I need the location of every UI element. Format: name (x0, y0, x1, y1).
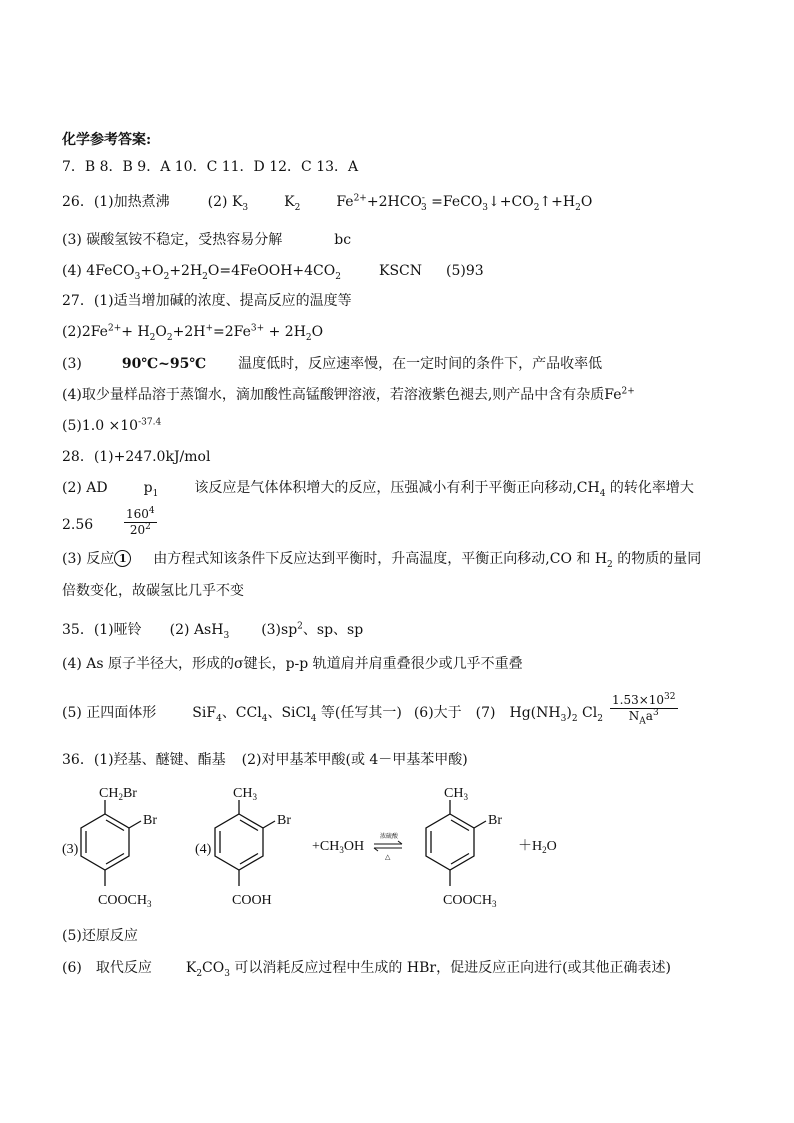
q28-line2 (62, 479, 694, 497)
arrow-condition: 浓硫酸 (380, 834, 399, 840)
q36-sub1: 36．(1)羟基、醚键、酯基 (62, 752, 226, 768)
answer-title: 化学参考答案: (62, 132, 152, 148)
fraction-denominator (610, 708, 678, 727)
s4-ch3 (233, 786, 257, 802)
eq-text: CO (202, 960, 225, 976)
reversible-arrow-icon (374, 841, 402, 851)
eq-text: +2HCO (366, 194, 422, 210)
sub: 2 (571, 713, 578, 724)
q35-sub1: 35．(1)哑铃 (62, 622, 142, 638)
eq-text: 、SiCl (267, 705, 311, 721)
fraction-numerator (610, 693, 678, 709)
sub: 3 (147, 899, 152, 909)
eq-text: O (580, 194, 593, 210)
q35-sub5: (5) 正四面体形 (62, 705, 157, 721)
sub: 2 (202, 271, 208, 282)
q35-line2: (4) As 原子半径大，形成的σ键长，p-p 轨道肩并肩重叠很少或几乎不重叠 (62, 656, 523, 672)
q36-sub6-label: (6) (62, 960, 82, 976)
q27-sub5: (5)1.0 ×10 (62, 418, 139, 434)
t: ＋H (518, 839, 543, 854)
sub: 3 (339, 845, 344, 855)
q35-sub7-label: (7) (475, 705, 496, 721)
sub: 3 (463, 792, 468, 802)
q27-sub3-label: (3) (62, 356, 82, 372)
s3-label: (3) (62, 842, 79, 857)
sub: 2 (335, 271, 341, 282)
s4-benzene-ring (215, 800, 275, 886)
sup: - (421, 193, 425, 204)
sup: -37.4 (138, 417, 162, 428)
q27-line3 (62, 355, 602, 373)
q35-sub3: (3)sp (261, 622, 298, 638)
eq-text: O (155, 324, 167, 340)
product-ch3 (444, 786, 468, 802)
q28-sub3-text-end: 的物质的量同 (612, 551, 702, 567)
sub: 2 (118, 792, 123, 802)
sub: 4 (599, 488, 606, 499)
eq-text: + 2H (264, 324, 306, 340)
eq-text: +2H (169, 263, 203, 279)
q36-sub2: (2)对甲基苯甲酸(或 4－甲基苯甲酸) (241, 752, 468, 768)
eq-text: SiF (192, 705, 217, 721)
q28-line4 (62, 550, 701, 568)
q28-line5: 倍数变化，故碳氢比几乎不变 (62, 583, 244, 599)
product-benzene-ring (426, 800, 486, 886)
q28-reason: 该反应是气体体积增大的反应，压强减小有利于平衡正向移动,CH (194, 480, 600, 496)
eq-text: O (311, 324, 324, 340)
product-coomethyl (443, 893, 497, 909)
sub: 4 (216, 713, 222, 724)
eq-text: Fe (336, 194, 354, 210)
water-product (518, 839, 557, 855)
den-text: N (628, 709, 640, 723)
t: OH (343, 839, 365, 854)
multiple-choice-answers: 7．B 8．B 9．A 10．C 11．D 12．C 13．A (62, 159, 359, 175)
den-text: a (645, 709, 653, 723)
q36-sub6-reason: 可以消耗反应过程中生成的 HBr，促进反应正向进行(或其他正确表述) (229, 960, 671, 976)
q26-k2: K (284, 194, 295, 210)
sub: 3 (242, 202, 249, 213)
sub: 2 (163, 271, 170, 282)
den-text: 20 (129, 523, 146, 537)
q36-line6 (62, 959, 671, 977)
q26-kscn: KSCN (378, 263, 422, 279)
sub: 2 (542, 845, 547, 855)
sup: + (205, 323, 214, 334)
q28-reason-end: 的转化率增大 (605, 480, 694, 496)
q28-ad: (2) AD (62, 480, 108, 496)
eq-text: Cl (577, 705, 598, 721)
sub: 3 (560, 713, 567, 724)
sup: 3+ (250, 323, 265, 334)
q35-sub2: (2) AsH (169, 622, 224, 638)
sub: 3 (134, 271, 141, 282)
q36-line5: (5)还原反应 (62, 928, 138, 944)
q36-structures (0, 778, 794, 928)
eq-text: Hg(NH (509, 705, 561, 721)
sub: 3 (252, 792, 257, 802)
t: COOCH (98, 893, 148, 908)
sup: 2 (145, 522, 151, 532)
q28-sub3-text: 由方程式知该条件下反应达到平衡时，升高温度，平衡正向移动,CO 和 H (153, 551, 608, 567)
q35-line3 (62, 704, 603, 722)
sub: 4 (261, 713, 268, 724)
q28-line1: 28．(1)+247.0kJ/mol (62, 449, 211, 465)
num-text: 160 (126, 507, 149, 521)
sup: 3 (652, 708, 659, 718)
eq-text: =FeCO (426, 194, 483, 210)
sub: 2 (149, 332, 156, 343)
eq-text: +2H (172, 324, 206, 340)
sub: 2 (597, 713, 603, 724)
eq-text: (2)2Fe (62, 324, 108, 340)
sub: 2 (305, 332, 312, 343)
sub: 3 (224, 968, 230, 979)
eq-text: + H (121, 324, 150, 340)
q35-sub3-rest: 、sp、sp (302, 622, 364, 638)
circled-number: 1 (114, 550, 131, 567)
s4-br: Br (277, 813, 291, 828)
q28-fraction (124, 507, 157, 538)
sub: 2 (166, 332, 173, 343)
sub: 4 (310, 713, 317, 724)
q28-sub3-label: (3) 反应 (62, 551, 115, 567)
q28-kp-value: 2.56 (62, 517, 94, 533)
q27-line1: 27．(1)适当增加碱的浓度、提高反应的温度等 (62, 293, 352, 309)
methanol-reagent (312, 839, 364, 855)
sub: 3 (420, 202, 427, 213)
t: CH (233, 786, 253, 801)
q35-sub6: (6)大于 (413, 705, 462, 721)
sup: 4 (148, 506, 155, 516)
q36-line1 (62, 751, 468, 769)
q27-sub3-reason: 温度低时，反应速率慢，在一定时间的条件下，产品收率低 (238, 356, 603, 372)
t: +CH (312, 839, 340, 854)
eq-text: ↓+CO (488, 194, 534, 210)
q26-equation (336, 193, 593, 213)
q26-part1: 26．(1)加热煮沸 (62, 194, 170, 210)
sub: 2 (575, 202, 581, 213)
q35-any-one: 等(任写其一) (316, 705, 402, 721)
sub: A (639, 716, 646, 727)
eq-text: K (185, 960, 197, 976)
sup: 32 (664, 692, 676, 702)
arrow-heat: △ (385, 853, 391, 861)
sub: 2 (196, 968, 203, 979)
eq-text: =2Fe (213, 324, 251, 340)
q28-p1: p (143, 480, 153, 496)
eq-text: ) (566, 705, 572, 721)
t: COOCH (443, 893, 493, 908)
q27-temperature: 90℃~95℃ (121, 356, 207, 372)
fraction-numerator (124, 507, 157, 523)
q26-bc: bc (334, 232, 352, 248)
t: CH (99, 786, 119, 801)
t: Br (122, 786, 137, 801)
sub: 3 (482, 202, 489, 213)
q26-sub5: (5)93 (446, 263, 484, 279)
t: O (546, 839, 557, 854)
sup: 2+ (621, 386, 635, 397)
q26-sub3: (3) 碳酸氢铵不稳定，受热容易分解 (62, 232, 283, 248)
q27-line5 (62, 417, 161, 435)
s3-ch2br (99, 786, 137, 802)
q27-line4 (62, 386, 635, 404)
sup: 2+ (107, 323, 122, 334)
eq-text: (4) 4FeCO (62, 263, 135, 279)
q35-density-fraction (610, 692, 678, 727)
s4-cooh: COOH (232, 893, 272, 908)
q26-line2 (62, 231, 351, 249)
eq-text: ↑+H (539, 194, 576, 210)
num-text: 1.53×10 (612, 693, 665, 707)
sub: 3 (223, 630, 230, 641)
eq-text: 、CCl (221, 705, 262, 721)
sub: 3 (492, 899, 497, 909)
eq-text: +O (140, 263, 164, 279)
q27-sub4: (4)取少量样品溶于蒸馏水，滴加酸性高锰酸钾溶液，若溶液紫色褪去,则产品中含有杂质Fe (62, 387, 622, 403)
q26-line3 (62, 262, 484, 280)
product-br: Br (488, 813, 502, 828)
sup: 2+ (353, 193, 367, 204)
sub: 2 (294, 202, 301, 213)
q35-line1 (62, 621, 363, 639)
s4-label: (4) (195, 842, 212, 857)
q36-substitution: 取代反应 (95, 960, 152, 976)
s3-benzene-ring (81, 800, 141, 886)
s3-br: Br (143, 813, 157, 828)
t: CH (444, 786, 464, 801)
eq-text: O=4FeOOH+4CO (207, 263, 336, 279)
sub: 2 (533, 202, 540, 213)
sub: 2 (607, 559, 613, 570)
s3-coomethyl (98, 893, 152, 909)
q27-line2 (62, 323, 323, 341)
fraction-denominator (124, 523, 157, 538)
q26-part2: (2) K (207, 194, 243, 210)
sub: 1 (152, 488, 159, 499)
q26-line1 (62, 193, 592, 211)
sup: 2 (297, 621, 303, 632)
